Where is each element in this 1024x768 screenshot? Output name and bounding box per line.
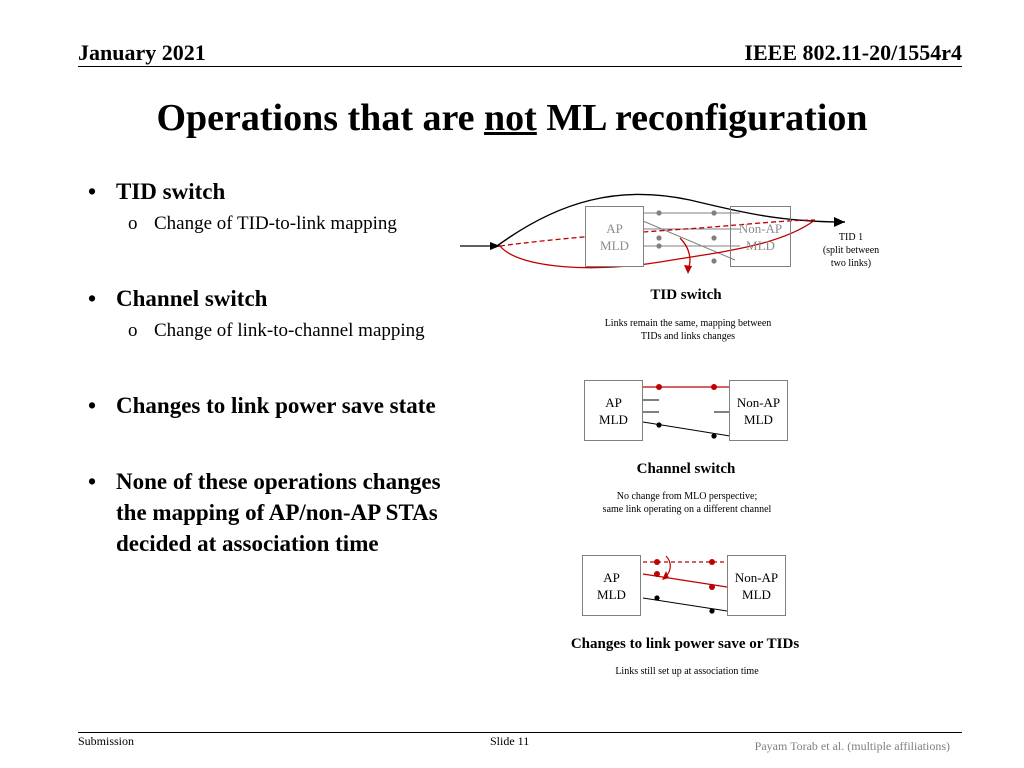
tid-switch-note [560,317,816,343]
channel-switch-diagram [643,384,730,439]
bullet-text: TID switch [116,179,226,204]
channel-nonap-mld-box [729,380,788,441]
ps-nonap-label-1: Non-AP [734,569,779,585]
tid-nonap-mld-box [730,206,791,267]
tid-ap-label-2: MLD [600,237,629,253]
bullet-text: Channel switch [116,286,268,311]
tid-switch-caption: TID switch [650,287,722,303]
footer-divider [78,732,962,733]
ps-ap-label-2: MLD [597,586,626,602]
sub-bullet-marker: o [128,213,138,234]
sub-bullet-text: Change of TID-to-link mapping [154,213,397,234]
tid1-label-line-3: two links) [830,258,872,269]
title-part-1: Operations that are [156,97,485,139]
channel-note-line-2: same link operating on a different channel [602,504,772,515]
power-save-caption: Changes to link power save or TIDs [570,636,800,652]
tid-ap-label-1: AP [606,220,623,236]
ps-note-line-1: Links still set up at association time [615,666,759,677]
tid-nonap-label-1: Non-AP [738,220,783,236]
bullet-dot: • [88,179,97,204]
bullet-text-line-1: None of these operations changes [116,469,441,494]
tid1-label-line-1: TID 1 [838,232,864,243]
tid-note-line-2: TIDs and links changes [640,331,736,342]
power-save-diagram [643,556,727,614]
footer-slide-number: Slide 11 [490,734,530,748]
bullet-dot: • [88,469,97,494]
header-doc-id: IEEE 802.11-20/1554r4 [744,40,962,65]
footer-submission: Submission [78,734,135,748]
tid1-label [812,231,890,270]
ps-nonap-mld-box [727,555,786,616]
channel-ap-label-1: AP [605,394,622,410]
channel-ap-mld-box [584,380,643,441]
tid-note-line-1: Links remain the same, mapping between [604,318,772,329]
ps-nonap-label-2: MLD [742,586,771,602]
tid1-label-line-2: (split between [822,245,880,256]
ps-ap-label-1: AP [603,569,620,585]
channel-note-line-1: No change from MLO perspective; [616,491,758,502]
footer-authors: Payam Torab et al. (multiple affiliations) [754,739,950,753]
tid-nonap-label-2: MLD [746,237,775,253]
header-date: January 2021 [78,40,206,65]
bullet-text-line-3: decided at association time [116,531,379,556]
channel-nonap-label-1: Non-AP [736,394,781,410]
sub-bullet-text: Change of link-to-channel mapping [154,320,425,341]
channel-switch-caption: Channel switch [636,461,736,477]
title-part-2: ML reconfiguration [536,97,868,139]
channel-nonap-label-2: MLD [744,411,773,427]
channel-ap-label-2: MLD [599,411,628,427]
sub-bullet-marker: o [128,320,138,341]
channel-switch-note [556,490,818,516]
power-save-note [556,665,818,678]
bullet-text-line-2: the mapping of AP/non-AP STAs [116,500,438,525]
tid-ap-mld-box [585,206,644,267]
ps-ap-mld-box [582,555,641,616]
title-underlined-word: not [484,97,537,139]
bullet-dot: • [88,393,97,418]
bullet-dot: • [88,286,97,311]
bullet-text: Changes to link power save state [116,393,436,418]
